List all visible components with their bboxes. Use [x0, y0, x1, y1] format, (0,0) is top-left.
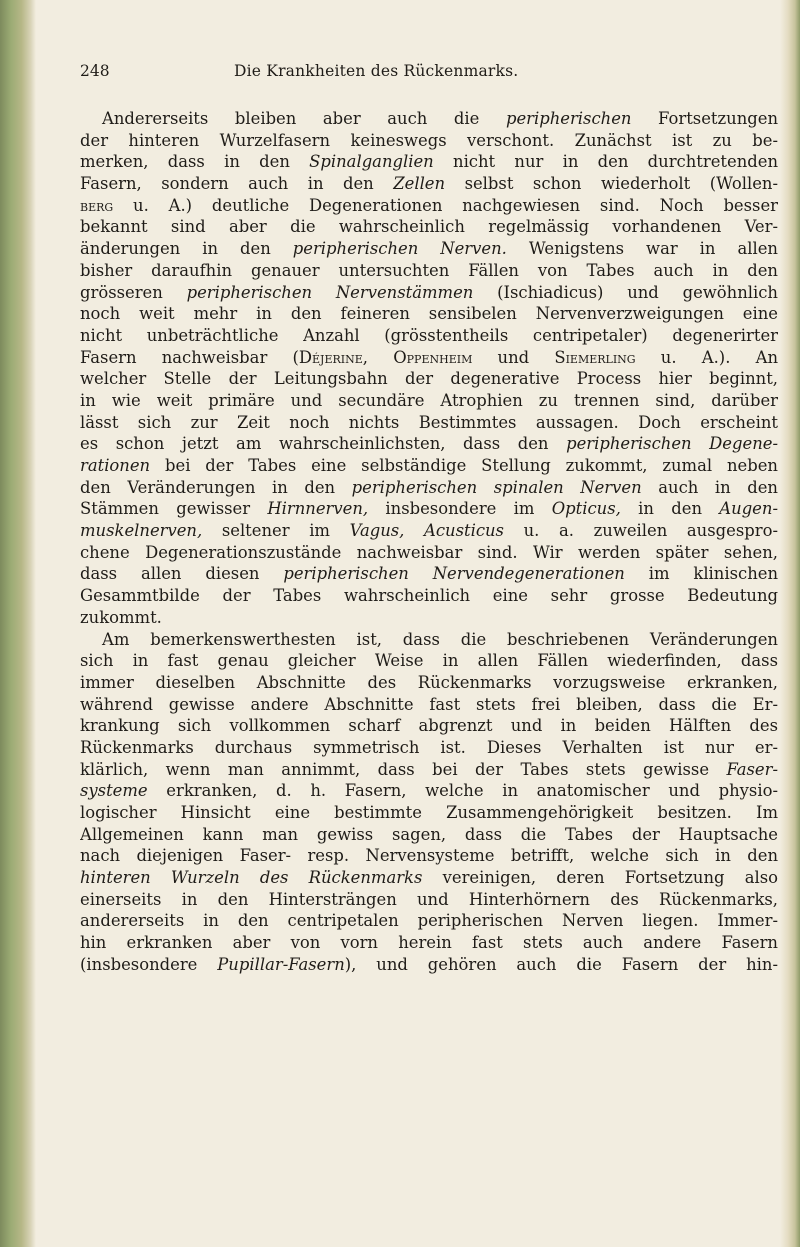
text-run: den Veränderungen in den — [80, 477, 352, 497]
text-run: krankung sich vollkommen scharf abgrenzt und in beiden Hälften des — [80, 716, 778, 736]
text-run: Fasern, sondern auch in den — [80, 174, 394, 194]
text-run: Gesammtbilde der Tabes wahrscheinlich eine sehr grosse Bedeutung — [80, 586, 778, 606]
text-run: seltener im — [202, 521, 350, 541]
text-run: zukommt. — [80, 607, 162, 627]
text-run: Allgemeinen kann man gewiss sagen, dass die Tabes der Hauptsache — [80, 824, 778, 844]
text-line — [80, 151, 778, 173]
text-run: nicht unbeträchtliche Anzahl (grösstentheils centripetaler) degenerirter — [80, 325, 778, 345]
italic-term: Faser- — [726, 759, 778, 779]
italic-term: muskelnerven, — [80, 521, 203, 541]
text-line — [80, 108, 778, 130]
text-line — [80, 498, 778, 520]
text-run: nicht nur in den durchtretenden — [433, 152, 778, 172]
text-line — [80, 390, 778, 412]
text-run: in wie weit primäre und secundäre Atrophien zu trennen sind, darüber — [80, 390, 778, 410]
text-run: selbst schon wiederholt (Wollen- — [445, 174, 778, 194]
text-line — [80, 889, 778, 911]
text-line — [80, 130, 778, 152]
text-run: (insbesondere — [80, 954, 218, 974]
text-run: klärlich, wenn man annimmt, dass bei der Tabes stets gewisse — [80, 759, 727, 779]
text-line — [80, 173, 778, 195]
text-run: Stämmen gewisser — [80, 499, 268, 519]
text-run: bei der Tabes eine selbständige Stellung zukommt, zumal neben — [150, 456, 778, 475]
text-run: ), und gehören auch die Fasern der hin- — [344, 954, 778, 974]
text-line — [80, 195, 778, 217]
text-run: u. a. zuweilen ausgespro- — [503, 521, 778, 541]
text-line — [80, 520, 778, 542]
text-run: nach diejenigen Faser- resp. Nervensysteme betrifft, welche sich in den — [80, 846, 778, 866]
italic-term: peripherischen Nerven. — [292, 239, 507, 259]
text-run: insbesondere im — [368, 499, 552, 519]
book-page-right-edge — [780, 0, 800, 1247]
text-line — [80, 629, 778, 651]
text-line — [80, 542, 778, 564]
text-line — [80, 477, 778, 499]
text-line — [80, 325, 778, 347]
text-run: noch weit mehr in den feineren sensibelen Nervenverzweigungen eine — [80, 304, 778, 324]
text-line — [80, 650, 778, 672]
italic-term: hinteren Wurzeln des Rückenmarks — [80, 868, 423, 888]
text-line — [80, 715, 778, 737]
italic-term: peripherischen — [505, 109, 632, 128]
text-line — [80, 672, 778, 694]
text-run: einerseits in den Hintersträngen und Hinterhörnern des Rückenmarks, — [80, 889, 778, 909]
text-run: Fortsetzungen — [631, 109, 778, 128]
text-line — [80, 780, 778, 802]
book-binding-left-edge — [0, 0, 36, 1247]
text-line — [80, 802, 778, 824]
author-name: Siemerling — [554, 347, 636, 367]
body-text — [80, 108, 778, 976]
text-run: hin erkranken aber von vorn herein fast stets auch andere Fasern — [80, 933, 778, 953]
italic-term: peripherischen Nervendegenerationen — [283, 564, 625, 584]
italic-term: Zellen — [393, 174, 446, 194]
text-run: immer dieselben Abschnitte des Rückenmarks vorzugsweise erkranken, — [80, 672, 778, 692]
italic-term: Spinalganglien — [309, 152, 434, 172]
text-run: chene Degenerationszustände nachweisbar sind. Wir werden später sehen, — [80, 542, 778, 562]
text-line — [80, 694, 778, 716]
text-run: es schon jetzt am wahrscheinlichsten, dass den — [80, 434, 567, 454]
text-run: sich in fast genau gleicher Weise in allen Fällen wiederfinden, dass — [80, 651, 778, 671]
text-run: vereinigen, deren Fortsetzung also — [422, 868, 778, 888]
text-run: grösseren — [80, 282, 187, 302]
text-run: lässt sich zur Zeit noch nichts Bestimmtes aussagen. Doch erscheint — [80, 412, 778, 432]
text-run: in den — [620, 499, 720, 519]
italic-term: Augen- — [719, 499, 778, 519]
text-line — [80, 282, 778, 304]
text-run: dass allen diesen — [80, 564, 284, 584]
italic-term: peripherischen Nervenstämmen — [186, 282, 474, 302]
text-line — [80, 563, 778, 585]
text-run: Andererseits bleiben aber auch die — [102, 109, 506, 128]
book-page — [80, 62, 778, 976]
author-name: Oppenheim — [393, 347, 473, 367]
text-line — [80, 932, 778, 954]
text-run: Rückenmarks durchaus symmetrisch ist. Dieses Verhalten ist nur er- — [80, 737, 778, 757]
author-name: berg — [80, 195, 114, 215]
text-line — [80, 238, 778, 260]
text-run: (Ischiadicus) und gewöhnlich — [473, 282, 778, 302]
text-line — [80, 607, 778, 629]
text-run: , — [362, 347, 394, 367]
italic-term: peripherischen Degene- — [566, 434, 778, 454]
text-line — [80, 216, 778, 238]
text-run: u. A.) deutliche Degenerationen nachgewiesen sind. Noch besser — [113, 195, 778, 215]
text-line — [80, 260, 778, 282]
text-line — [80, 759, 778, 781]
text-run: erkranken, d. h. Fasern, welche in anatomischer und physio- — [147, 781, 778, 801]
text-line — [80, 867, 778, 889]
running-head — [80, 62, 778, 90]
text-line — [80, 954, 778, 976]
text-line — [80, 910, 778, 932]
text-line — [80, 347, 778, 369]
text-run: änderungen in den — [80, 239, 293, 259]
text-run: bisher daraufhin genauer untersuchten Fällen von Tabes auch in den — [80, 260, 778, 280]
text-run: logischer Hinsicht eine bestimmte Zusammengehörigkeit besitzen. Im — [80, 803, 778, 822]
text-line — [80, 585, 778, 607]
italic-term: peripherischen spinalen Nerven — [351, 477, 642, 497]
text-line — [80, 845, 778, 867]
text-line — [80, 412, 778, 434]
running-head-title: Die Krankheiten des Rückenmarks. — [234, 62, 519, 80]
text-line — [80, 433, 778, 455]
text-run: und — [472, 347, 555, 367]
text-run: auch in den — [641, 477, 778, 497]
italic-term: Vagus, Acusticus — [349, 521, 504, 541]
text-run: während gewisse andere Abschnitte fast stets frei bleiben, dass die Er- — [80, 694, 778, 714]
italic-term: Pupillar-Fasern — [217, 954, 345, 974]
page-number: 248 — [80, 62, 110, 80]
text-run: andererseits in den centripetalen peripherischen Nerven liegen. Immer- — [80, 911, 778, 931]
text-line — [80, 303, 778, 325]
text-run: im klinischen — [624, 564, 778, 584]
text-run: Wenigstens war in allen — [506, 239, 778, 259]
italic-term: Hirnnerven, — [267, 499, 369, 519]
author-name: Déjerine — [298, 347, 363, 367]
text-line — [80, 455, 778, 477]
text-run: merken, dass in den — [80, 152, 310, 172]
text-run: Fasern nachweisbar ( — [80, 347, 299, 367]
text-run: u. A.). An — [635, 347, 778, 367]
text-run: bekannt sind aber die wahrscheinlich regelmässig vorhandenen Ver- — [80, 217, 778, 237]
text-line — [80, 824, 778, 846]
text-line — [80, 368, 778, 390]
italic-term: Opticus, — [551, 499, 621, 519]
italic-term: systeme — [80, 781, 148, 801]
italic-term: rationen — [80, 456, 151, 475]
text-run: Am bemerkenswerthesten ist, dass die beschriebenen Veränderungen — [102, 629, 778, 649]
text-line — [80, 737, 778, 759]
text-run: der hinteren Wurzelfasern keineswegs verschont. Zunächst ist zu be- — [80, 130, 778, 150]
text-run: welcher Stelle der Leitungsbahn der degenerative Process hier beginnt, — [80, 369, 778, 389]
